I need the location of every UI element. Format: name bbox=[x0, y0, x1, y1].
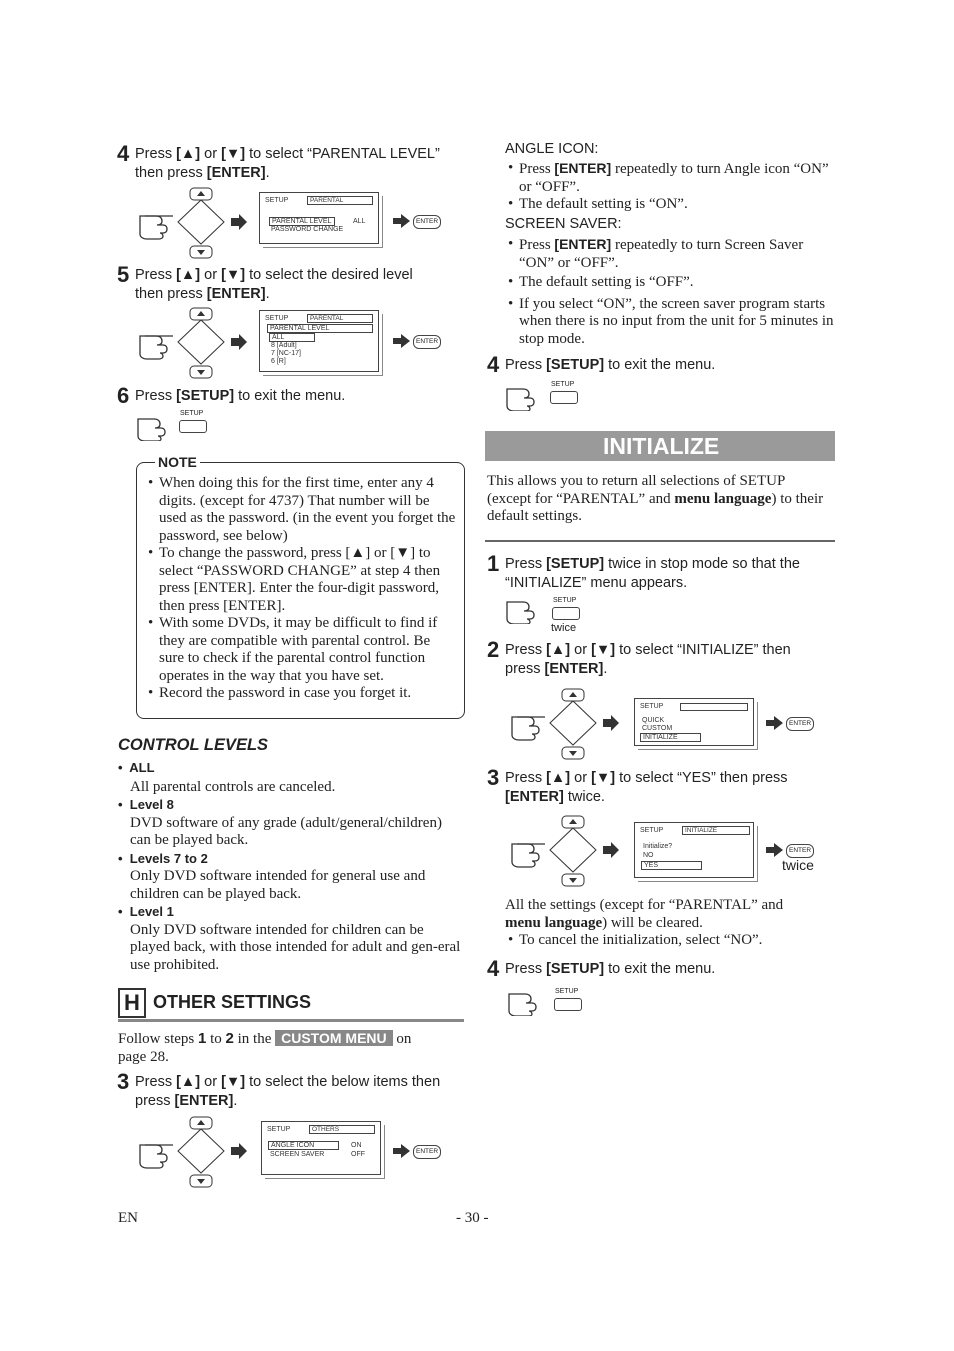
enter-button-icon: ENTER bbox=[413, 335, 441, 349]
menu-screen-parental: SETUP PARENTAL PARENTAL LEVEL ALL PASSWORD CHANGE bbox=[259, 192, 379, 244]
custom-menu-tag: CUSTOM MENU bbox=[275, 1030, 393, 1046]
remote-arrows-diagram bbox=[135, 1115, 255, 1189]
note-item: • Record the password in case you forget it. bbox=[159, 685, 457, 703]
init-step-4-text: Press [SETUP] to exit the menu. bbox=[505, 961, 716, 977]
setup-button-icon bbox=[552, 607, 580, 620]
step-number: 4 bbox=[117, 141, 130, 166]
initialize-header: INITIALIZE bbox=[485, 431, 835, 461]
twice-label: twice bbox=[551, 622, 577, 634]
divider bbox=[118, 1019, 464, 1022]
remote-arrows-diagram bbox=[135, 306, 255, 380]
angle-icon-list: • Press [ENTER] repeatedly to turn Angle icon “ON” or “OFF”. • The default setting is “ON”. bbox=[505, 160, 835, 214]
other-settings-title: OTHER SETTINGS bbox=[153, 992, 312, 1012]
footer-language: EN bbox=[118, 1210, 138, 1226]
screen-saver-list: • Press [ENTER] repeatedly to turn Screen Saver “ON” or “OFF”. • The default setting is “OFF”. • If you select “ON”, the screen saver program starts when there is no input from the unit for 5 minutes in stop mode. bbox=[505, 236, 835, 348]
step-4-text: Press [▲] or [▼] to select “PARENTAL LEVEL” then press [ENTER]. bbox=[135, 146, 440, 181]
enter-button-icon: ENTER bbox=[786, 844, 814, 858]
menu-screen-parental-levels: SETUP PARENTAL PARENTAL LEVEL ALL 8 [Adult] 7 [NC-17] 6 [R] bbox=[259, 310, 379, 372]
control-levels-list: • ALL All parental controls are canceled. • Level 8 DVD software of any grade (adult/general/children) can be played back. • Levels 7 to 2 Only DVD software intended for general use and children can be played back. • Level 1 Only DVD software intended for children can be played back, with those intended for adult and gen-eral use prohibited. bbox=[118, 760, 461, 973]
section-letter: H bbox=[118, 988, 146, 1018]
note-title: NOTE bbox=[155, 454, 200, 470]
hand-pointer-icon bbox=[507, 990, 547, 1016]
screen-saver-heading: SCREEN SAVER: bbox=[505, 216, 622, 232]
step-3-text: Press [▲] or [▼] to select the below items then press [ENTER]. bbox=[135, 1074, 441, 1109]
step-6-text: Press [SETUP] to exit the menu. bbox=[135, 388, 346, 404]
hand-pointer-icon bbox=[505, 385, 545, 411]
setup-button-icon bbox=[554, 998, 582, 1011]
setup-label: SETUP bbox=[553, 597, 577, 604]
note-item: • To change the password, press [▲] or [▼] to select “PASSWORD CHANGE” at step 4 then press [ENTER]. Enter the four-digit password, then press [ENTER]. bbox=[159, 545, 457, 615]
step-number: 5 bbox=[117, 262, 130, 287]
note-list bbox=[145, 475, 457, 703]
menu-screen-others: SETUP OTHERS ANGLE ICON ON SCREEN SAVER OFF bbox=[261, 1121, 381, 1175]
setup-label: SETUP bbox=[551, 381, 575, 388]
enter-button-icon: ENTER bbox=[786, 717, 814, 731]
note-item: • With some DVDs, it may be difficult to find if they are compatible with parental control. Be sure to check if the parental control function operates in the way that you have set. bbox=[159, 615, 457, 685]
init-step-1-text: Press [SETUP] twice in stop mode so that the “INITIALIZE” menu appears. bbox=[505, 556, 800, 591]
arrow-icon bbox=[393, 334, 411, 348]
arrow-icon bbox=[766, 716, 784, 730]
init-step-2-text: Press [▲] or [▼] to select “INITIALIZE” then press [ENTER]. bbox=[505, 642, 791, 677]
step-number: 3 bbox=[117, 1069, 130, 1094]
step-number: 4 bbox=[487, 956, 500, 981]
hand-pointer-icon bbox=[136, 415, 176, 441]
step-number: 1 bbox=[487, 551, 500, 576]
setup-button-icon bbox=[179, 420, 207, 433]
step-4-exit-text: Press [SETUP] to exit the menu. bbox=[505, 357, 716, 373]
remote-arrows-diagram bbox=[507, 814, 627, 888]
hand-pointer-icon bbox=[505, 598, 545, 624]
divider bbox=[485, 540, 835, 542]
step-number: 4 bbox=[487, 352, 500, 377]
step-5-text: Press [▲] or [▼] to select the desired level then press [ENTER]. bbox=[135, 267, 413, 302]
menu-screen-initialize: SETUP INITIALIZE Initialize? NO YES bbox=[634, 822, 754, 878]
twice-label: twice bbox=[782, 857, 814, 873]
step-number: 6 bbox=[117, 383, 130, 408]
remote-arrows-diagram bbox=[507, 687, 627, 761]
remote-arrows-diagram bbox=[135, 186, 255, 260]
follow-steps-text: Follow steps 1 to 2 in the CUSTOM MENU on page 28. bbox=[118, 1030, 412, 1065]
initialize-intro: This allows you to return all selections of SETUP (except for “PARENTAL” and menu language) to their default settings. bbox=[487, 473, 824, 524]
setup-label: SETUP bbox=[180, 410, 204, 417]
init-step-3-text: Press [▲] or [▼] to select “YES” then press [ENTER] twice. bbox=[505, 770, 788, 805]
control-levels-title: CONTROL LEVELS bbox=[118, 736, 269, 754]
note-item: • When doing this for the first time, enter any 4 digits. (except for 4737) That number will be used as the password. (in the event you forget the password, see below) bbox=[159, 475, 457, 545]
setup-button-icon bbox=[550, 391, 578, 404]
arrow-icon bbox=[766, 843, 784, 857]
enter-button-icon: ENTER bbox=[413, 215, 441, 229]
page-number: - 30 - bbox=[456, 1210, 489, 1226]
arrow-icon bbox=[393, 1144, 411, 1158]
setup-label: SETUP bbox=[555, 988, 579, 995]
step-number: 3 bbox=[487, 765, 500, 790]
step-number: 2 bbox=[487, 637, 500, 662]
menu-screen-setup: SETUP QUICK CUSTOM INITIALIZE bbox=[634, 698, 754, 746]
arrow-icon bbox=[393, 214, 411, 228]
enter-button-icon: ENTER bbox=[413, 1145, 441, 1159]
init-after-text: All the settings (except for “PARENTAL” and menu language) will be cleared. • To cancel the initialization, select “NO”. bbox=[505, 897, 835, 950]
angle-icon-heading: ANGLE ICON: bbox=[505, 141, 599, 157]
